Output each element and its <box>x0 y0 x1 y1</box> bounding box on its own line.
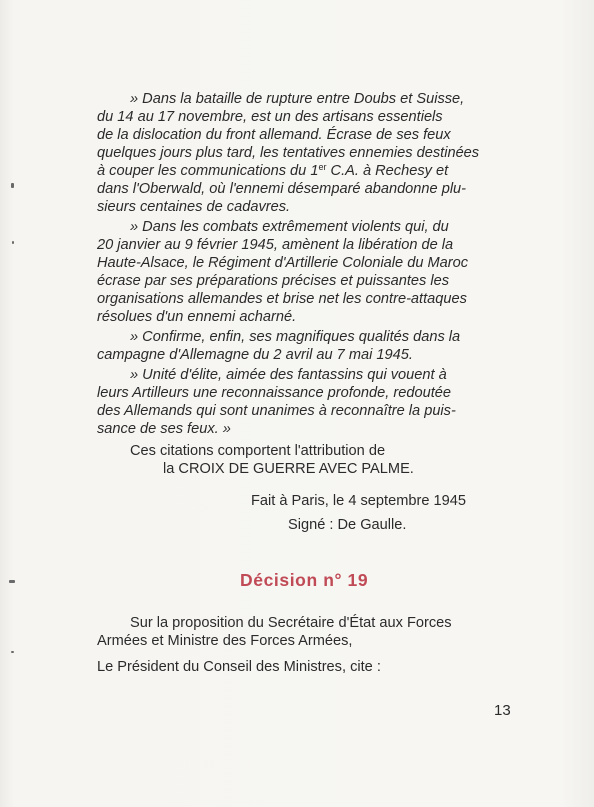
margin-speck <box>9 580 15 583</box>
text-line: sance de ses feux. » <box>97 421 231 437</box>
text-line: la CROIX DE GUERRE AVEC PALME. <box>163 461 414 477</box>
margin-speck <box>11 183 14 188</box>
text-line: campagne d'Allemagne du 2 avril au 7 mai 1945. <box>97 347 413 363</box>
text-line: » Dans la bataille de rupture entre Doubs et Suisse, <box>130 91 465 107</box>
text-line: 20 janvier au 9 février 1945, amènent la libération de la <box>97 237 454 253</box>
text-line: organisations allemandes et brise net les contre-attaques <box>97 291 467 307</box>
text-line: leurs Artilleurs une reconnaissance profonde, redoutée <box>97 385 451 401</box>
text-line: des Allemands qui sont unanimes à reconnaître la puis- <box>97 403 456 419</box>
margin-speck <box>11 651 14 653</box>
signature-date: Fait à Paris, le 4 septembre 1945 <box>251 493 466 509</box>
text-line: Ces citations comportent l'attribution de <box>130 443 386 459</box>
text-line: » Confirme, enfin, ses magnifiques qualités dans la <box>130 329 461 345</box>
text-line: sieurs centaines de cadavres. <box>97 199 291 215</box>
text-line: résolues d'un ennemi acharné. <box>97 309 297 325</box>
margin-speck <box>12 241 14 244</box>
text-line: Sur la proposition du Secrétaire d'État aux Forces <box>130 615 452 631</box>
text-line: Armées et Ministre des Forces Armées, <box>97 633 353 649</box>
text-line: de la dislocation du front allemand. Écrase de ses feux <box>97 127 451 143</box>
superscript: er <box>318 162 327 172</box>
signature-name: Signé : De Gaulle. <box>288 517 407 533</box>
text-line: » Unité d'élite, aimée des fantassins qui vouent à <box>130 367 447 383</box>
text-line: dans l'Oberwald, où l'ennemi désemparé abandonne plu- <box>97 181 467 197</box>
text-line: quelques jours plus tard, les tentatives ennemies destinées <box>97 145 480 161</box>
page-number: 13 <box>494 702 511 719</box>
text-line: Le Président du Conseil des Ministres, cite : <box>97 659 381 675</box>
text-line: du 14 au 17 novembre, est un des artisans essentiels <box>97 109 443 125</box>
text-line: » Dans les combats extrêmement violents qui, du <box>130 219 449 235</box>
text-line: Haute-Alsace, le Régiment d'Artillerie Coloniale du Maroc <box>97 255 469 271</box>
text-line: à couper les communications du 1er C.A. à Rechesy et <box>97 162 449 179</box>
decision-heading: Décision n° 19 <box>240 570 369 590</box>
text-line: écrase par ses préparations précises et puissantes les <box>97 273 450 289</box>
